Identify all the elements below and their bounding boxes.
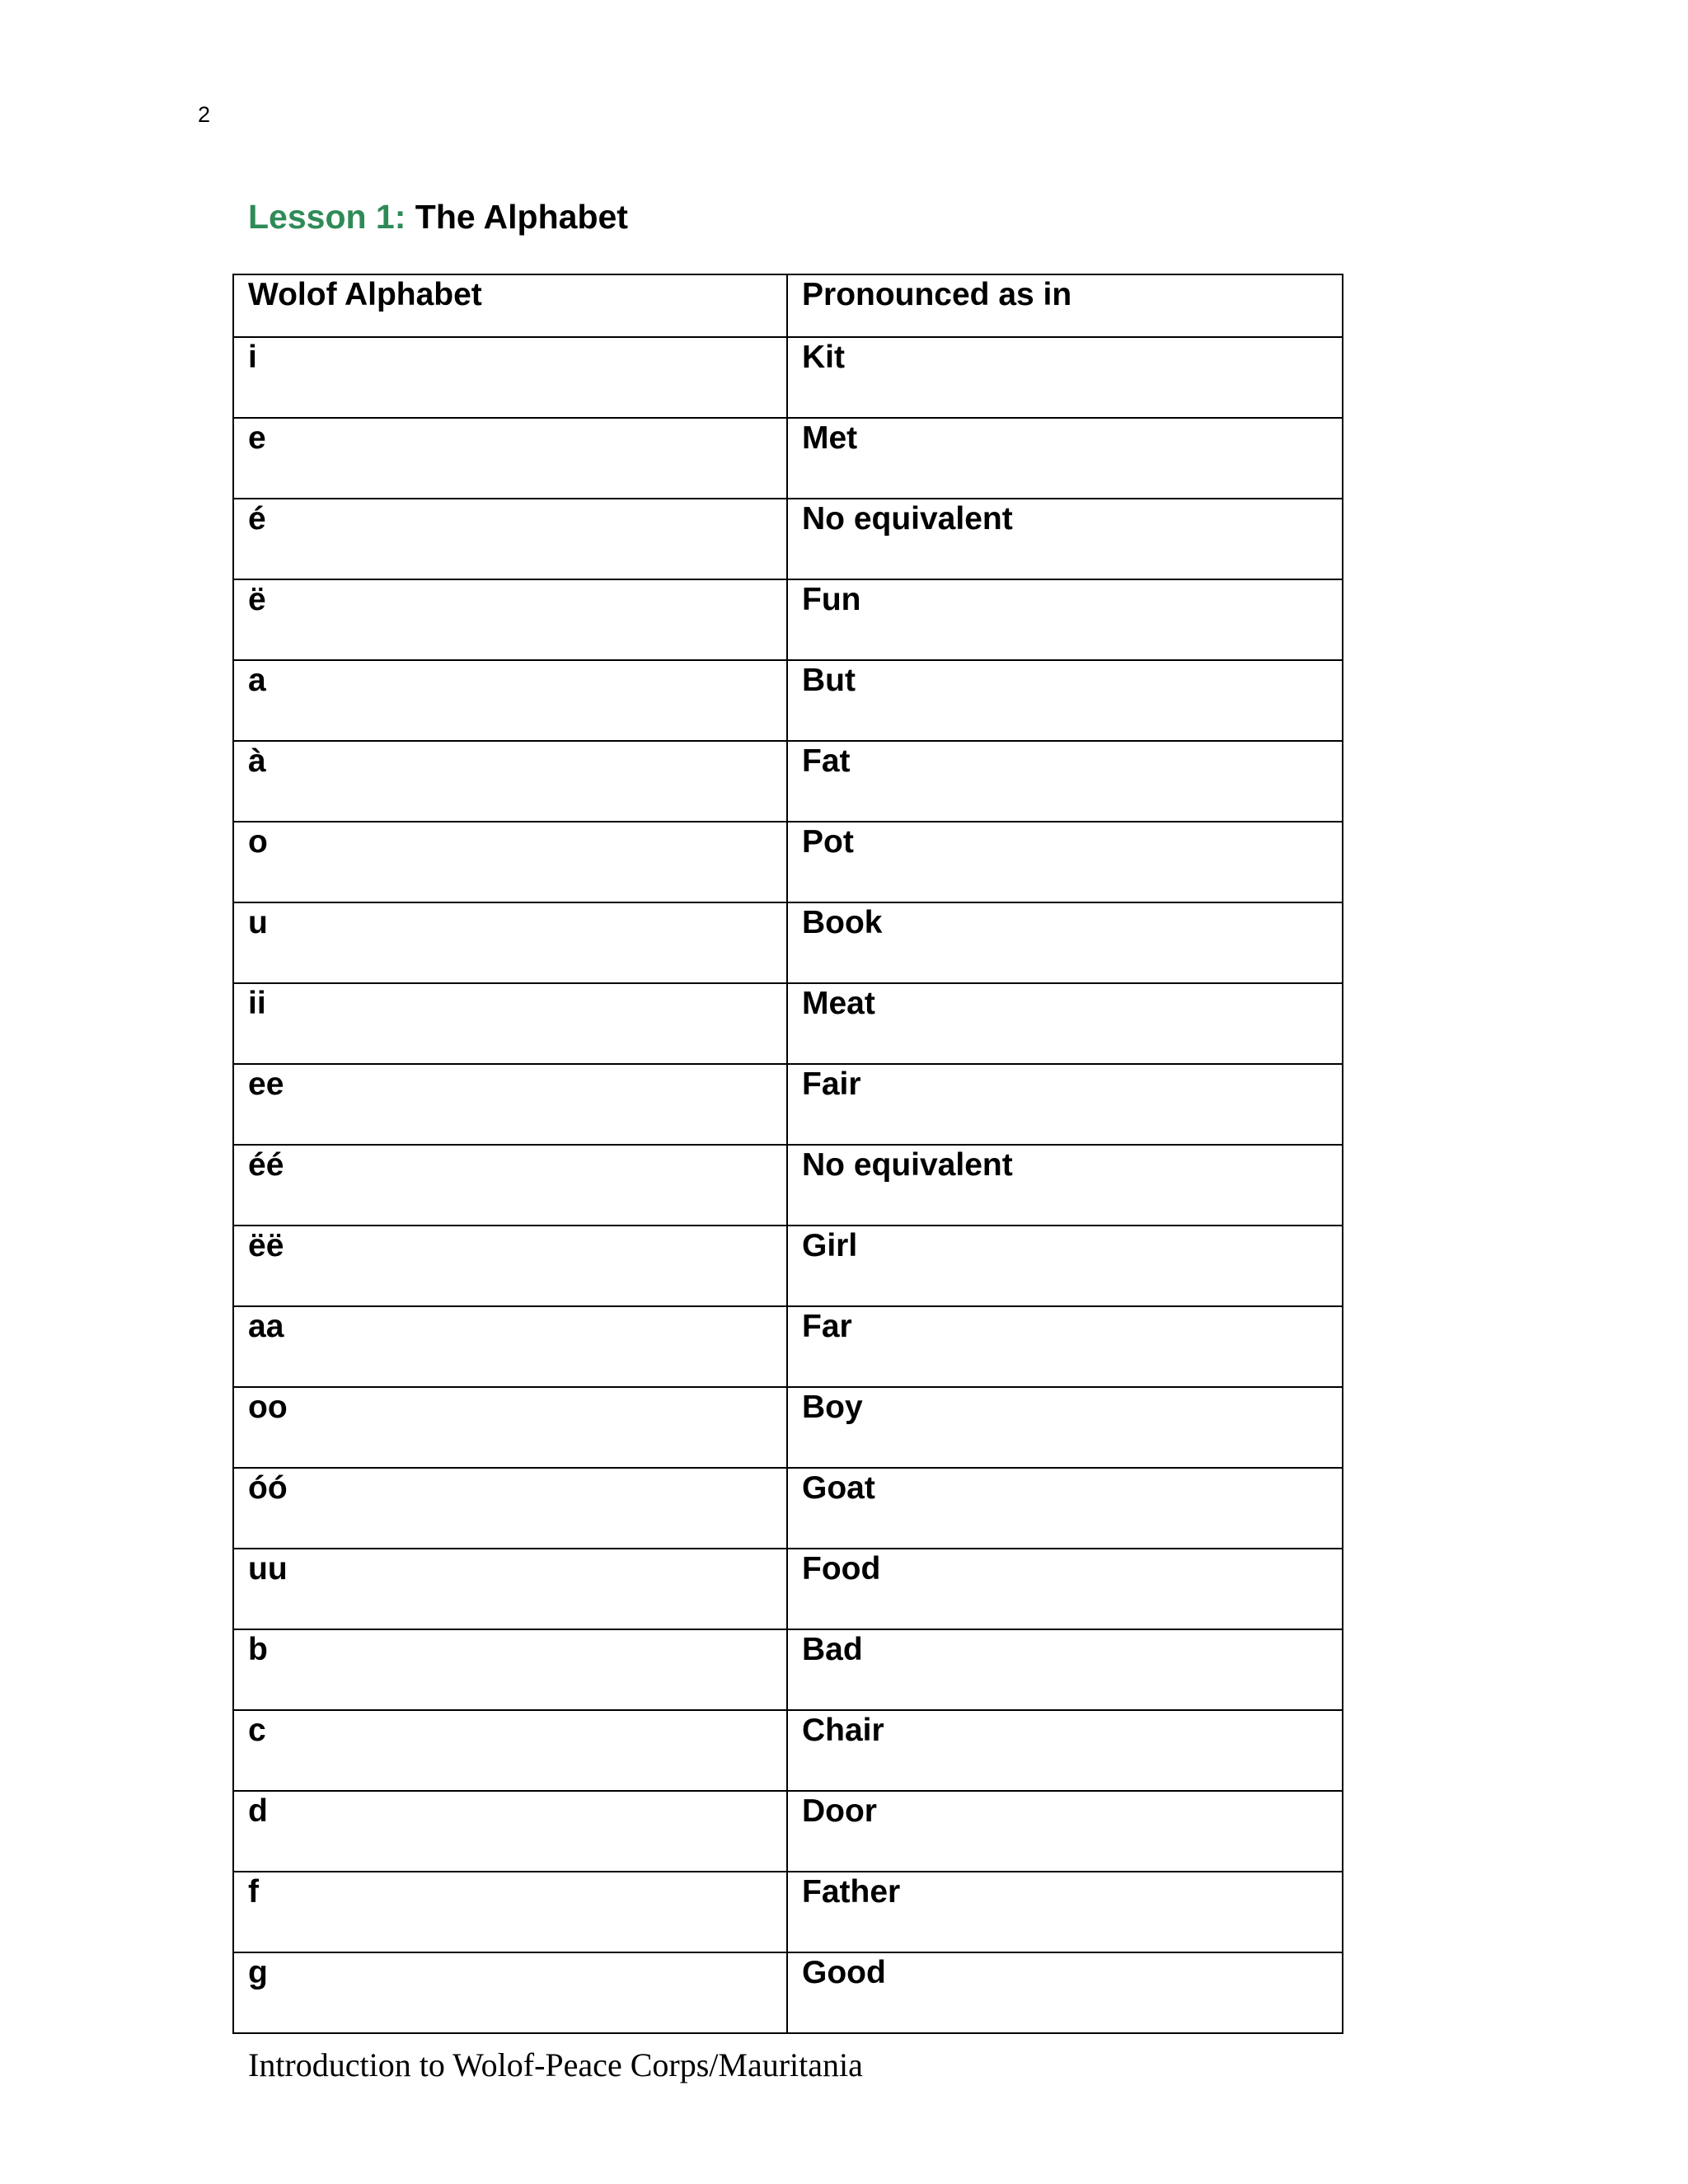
table-row	[233, 1064, 1343, 1145]
header-wolof-alphabet: Wolof Alphabet	[233, 274, 787, 337]
table-row	[233, 1952, 1343, 2033]
pronunciation-cell: Goat	[787, 1468, 1343, 1549]
table-row	[233, 1549, 1343, 1629]
pronunciation-cell: Bad	[787, 1629, 1343, 1710]
pronunciation-cell: Far	[787, 1306, 1343, 1387]
table-header-row	[233, 274, 1343, 337]
table-row	[233, 1226, 1343, 1306]
letter-cell: u	[233, 902, 787, 983]
letter-cell: ee	[233, 1064, 787, 1145]
letter-cell: é	[233, 499, 787, 579]
letter-cell: o	[233, 822, 787, 902]
pronunciation-cell: Door	[787, 1791, 1343, 1872]
letter-cell: g	[233, 1952, 787, 2033]
letter-cell: d	[233, 1791, 787, 1872]
pronunciation-cell: No equivalent	[787, 499, 1343, 579]
table-row	[233, 1387, 1343, 1468]
letter-cell: aa	[233, 1306, 787, 1387]
pronunciation-cell: No equivalent	[787, 1145, 1343, 1226]
letter-cell: uu	[233, 1549, 787, 1629]
table-row	[233, 499, 1343, 579]
table-row	[233, 1791, 1343, 1872]
letter-cell: éé	[233, 1145, 787, 1226]
letter-cell: ë	[233, 579, 787, 660]
pronunciation-cell: Good	[787, 1952, 1343, 2033]
table-row	[233, 1710, 1343, 1791]
pronunciation-cell: Kit	[787, 337, 1343, 418]
pronunciation-cell: Father	[787, 1872, 1343, 1952]
letter-cell: e	[233, 418, 787, 499]
pronunciation-cell: Chair	[787, 1710, 1343, 1791]
page-number: 2	[198, 102, 211, 127]
page-footer: Introduction to Wolof-Peace Corps/Mauritania	[248, 2046, 863, 2083]
letter-cell: ëë	[233, 1226, 787, 1306]
pronunciation-cell: Meat	[787, 983, 1343, 1064]
pronunciation-cell: Food	[787, 1549, 1343, 1629]
pronunciation-cell: Fat	[787, 741, 1343, 822]
pronunciation-cell: Book	[787, 902, 1343, 983]
letter-cell: f	[233, 1872, 787, 1952]
table-row	[233, 1306, 1343, 1387]
lesson-label: Lesson 1:	[248, 198, 406, 236]
pronunciation-cell: Fair	[787, 1064, 1343, 1145]
header-pronounced-as-in: Pronounced as in	[787, 274, 1343, 337]
alphabet-table	[232, 274, 1343, 2034]
table-row	[233, 741, 1343, 822]
pronunciation-cell: Pot	[787, 822, 1343, 902]
table-row	[233, 337, 1343, 418]
pronunciation-cell: Fun	[787, 579, 1343, 660]
letter-cell: oo	[233, 1387, 787, 1468]
pronunciation-cell: But	[787, 660, 1343, 741]
table-row	[233, 822, 1343, 902]
pronunciation-cell: Girl	[787, 1226, 1343, 1306]
table-row	[233, 1145, 1343, 1226]
pronunciation-cell: Met	[787, 418, 1343, 499]
table-row	[233, 1468, 1343, 1549]
letter-cell: óó	[233, 1468, 787, 1549]
pronunciation-cell: Boy	[787, 1387, 1343, 1468]
letter-cell: ii	[233, 983, 787, 1064]
table-row	[233, 1872, 1343, 1952]
table-row	[233, 660, 1343, 741]
lesson-heading	[248, 198, 628, 237]
table-row	[233, 1629, 1343, 1710]
lesson-title: The Alphabet	[415, 198, 628, 236]
letter-cell: c	[233, 1710, 787, 1791]
letter-cell: b	[233, 1629, 787, 1710]
table-row	[233, 418, 1343, 499]
letter-cell: i	[233, 337, 787, 418]
table-row	[233, 902, 1343, 983]
table-row	[233, 983, 1343, 1064]
letter-cell: à	[233, 741, 787, 822]
table-row	[233, 579, 1343, 660]
letter-cell: a	[233, 660, 787, 741]
